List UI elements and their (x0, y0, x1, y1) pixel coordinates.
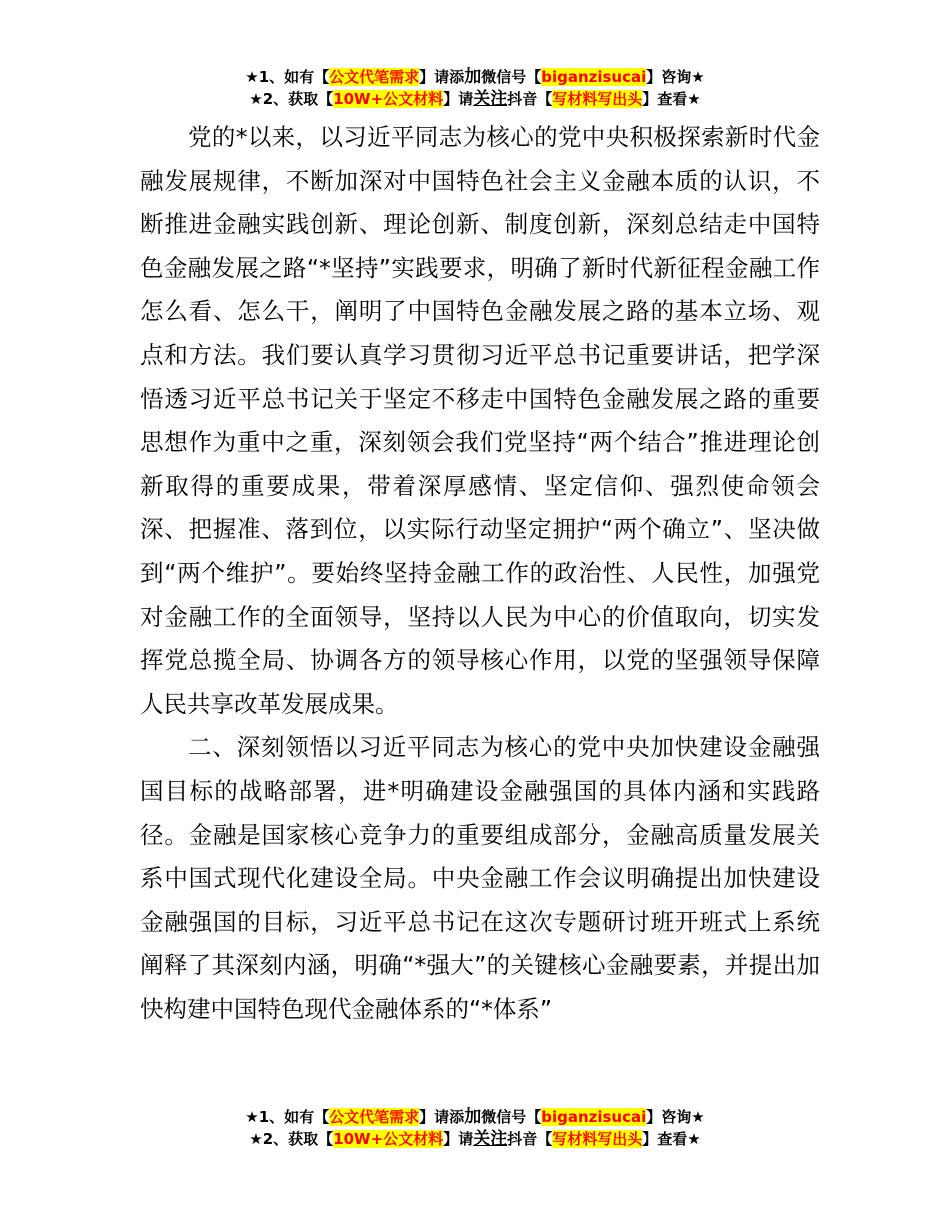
highlight-douyin-account: 写材料写出头 (552, 1130, 643, 1148)
banner-text: 微信号【 (481, 68, 542, 86)
footer-banner (0, 1106, 950, 1150)
banner-text: ★1、如有【 (245, 68, 330, 86)
banner-text: 】请 (443, 90, 474, 108)
highlight-service: 公文代笔需求 (329, 68, 420, 86)
banner-text: 】查看★ (642, 1130, 701, 1148)
highlight-douyin-account: 写材料写出头 (552, 90, 643, 108)
banner-line-2 (0, 88, 950, 110)
highlight-wechat-id: biganzisucai (541, 1108, 647, 1126)
banner-text: 】请添 (419, 68, 465, 86)
highlight-service: 公文代笔需求 (329, 1108, 420, 1126)
banner-text: ★2、获取【 (249, 1130, 334, 1148)
banner-text: 抖音【 (507, 1130, 553, 1148)
banner-text: 抖音【 (507, 90, 553, 108)
banner-text: 】咨询★ (646, 1108, 705, 1126)
banner-emphasis: 加 (464, 1107, 482, 1127)
banner-line-2 (0, 1128, 950, 1150)
banner-line-1 (0, 66, 950, 88)
paragraph-1: 党的*以来，以习近平同志为核心的党中央积极探索新时代金融发展规律，不断加深对中国特色社会主义金融本质的认识，不断推进金融实践创新、理论创新、制度创新，深刻总结走中国特色金融发展之路“*坚持”实践要求，明确了新时代新征程金融工作怎么看、怎么干，阐明了中国特色金融发展之路的基本立场、观点和方法。我们要认真学习贯彻习近平总书记重要讲话，把学深悟透习近平总书记关于坚定不移走中国特色金融发展之路的重要思想作为重中之重，深刻领会我们党坚持“两个结合”推进理论创新取得的重要成果，带着深厚感情、坚定信仰、强烈使命领会深、把握准、落到位，以实际行动坚定拥护“两个确立”、坚决做到“两个维护”。要始终坚持金融工作的政治性、人民性，加强党对金融工作的全面领导，坚持以人民为中心的价值取向，切实发挥党总揽全局、协调各方的领导核心作用，以党的坚强领导保障人民共享改革发展成果。 (140, 123, 820, 718)
banner-text: 】咨询★ (646, 68, 705, 86)
banner-emphasis: 关注 (473, 89, 508, 109)
banner-text: 】查看★ (642, 90, 701, 108)
banner-line-1 (0, 1106, 950, 1128)
banner-emphasis: 关注 (473, 1129, 508, 1149)
highlight-materials: 10W+公文材料 (333, 1130, 444, 1148)
highlight-materials: 10W+公文材料 (333, 90, 444, 108)
banner-emphasis: 加 (464, 67, 482, 87)
header-banner (0, 66, 950, 110)
banner-text: 微信号【 (481, 1108, 542, 1126)
highlight-wechat-id: biganzisucai (541, 68, 647, 86)
banner-text: ★1、如有【 (245, 1108, 330, 1126)
banner-text: 】请 (443, 1130, 474, 1148)
paragraph-2: 二、深刻领悟以习近平同志为核心的党中央加快建设金融强国目标的战略部署，进*明确建设金融强国的具体内涵和实践路径。金融是国家核心竞争力的重要组成部分，金融高质量发展关系中国式现代化建设全局。中央金融工作会议明确提出加快建设金融强国的目标，习近平总书记在这次专题研讨班开班式上系统阐释了其深刻内涵，明确“*强大”的关键核心金融要素，并提出加快构建中国特色现代金融体系的“*体系” (140, 733, 820, 1023)
document-body (140, 116, 820, 1031)
banner-text: ★2、获取【 (249, 90, 334, 108)
banner-text: 】请添 (419, 1108, 465, 1126)
